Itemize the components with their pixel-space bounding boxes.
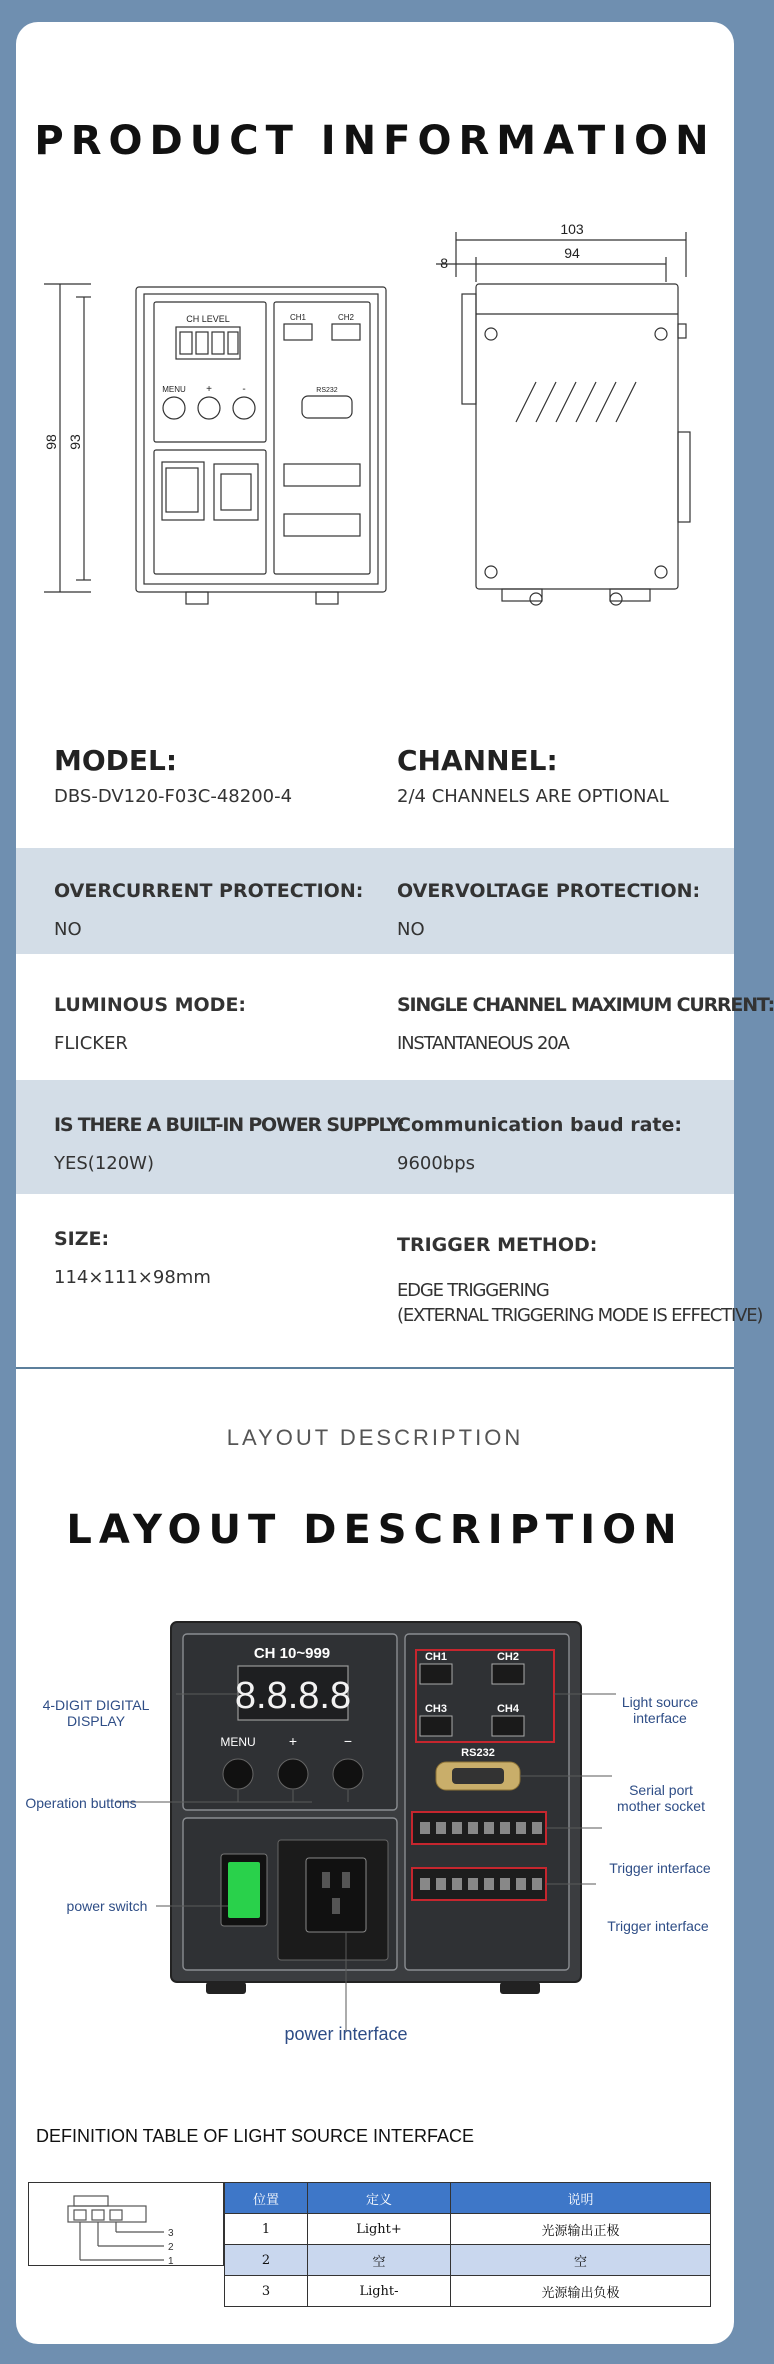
- table-row: [225, 2214, 711, 2245]
- front-minus: -: [242, 384, 246, 395]
- front-ch1: CH1: [289, 313, 307, 322]
- dim-93: 93: [67, 434, 83, 450]
- device-rs232: RS232: [461, 1747, 495, 1759]
- device-ch4: CH4: [496, 1703, 520, 1715]
- annotation-light-source: Light source interface: [621, 1694, 699, 1726]
- front-ch2: CH2: [337, 313, 355, 322]
- device-ch1: CH1: [424, 1651, 448, 1663]
- table-cell: Light-: [308, 2276, 451, 2307]
- section-divider: [16, 1367, 734, 1369]
- table-row: [225, 2276, 711, 2307]
- max-current-label: SINGLE CHANNEL MAXIMUM CURRENT:: [397, 994, 774, 1016]
- device-display: 8.8.8.8: [234, 1675, 352, 1717]
- menu-button: [223, 1759, 253, 1789]
- header-definition: 定义: [308, 2183, 451, 2214]
- annotation-power-interface: power interface: [284, 2024, 408, 2044]
- overcurrent-value: NO: [54, 919, 82, 940]
- annotation-digital-display: 4-DIGIT DIGITAL DISPLAY: [42, 1697, 150, 1729]
- definition-title: DEFINITION TABLE OF LIGHT SOURCE INTERFACE: [36, 2126, 475, 2146]
- header-position: 位置: [225, 2183, 308, 2214]
- front-rs232: RS232: [316, 387, 338, 394]
- page-title: PRODUCT INFORMATION: [34, 118, 716, 164]
- baud-value: 9600bps: [397, 1153, 476, 1174]
- spec-band-2: [16, 1080, 734, 1194]
- overvoltage-label: OVERVOLTAGE PROTECTION:: [397, 880, 701, 902]
- trigger-value: EDGE TRIGGERING: [397, 1280, 549, 1301]
- front-ch-level: CH LEVEL: [186, 314, 230, 324]
- pin-label-3: 3: [168, 2228, 174, 2239]
- table-cell: 空: [451, 2245, 711, 2276]
- baud-label: Communication baud rate:: [397, 1114, 682, 1136]
- connector-icon: [28, 2182, 224, 2266]
- header-description: 说明: [451, 2183, 711, 2214]
- max-current-value: INSTANTANEOUS 20A: [397, 1033, 569, 1054]
- channel-label: CHANNEL:: [397, 744, 558, 777]
- size-value: 114×111×98mm: [54, 1267, 211, 1288]
- definition-table: [224, 2182, 711, 2307]
- dim-94: 94: [564, 245, 580, 261]
- table-cell: 1: [225, 2214, 308, 2245]
- overcurrent-label: OVERCURRENT PROTECTION:: [54, 880, 364, 902]
- device-ch3: CH3: [424, 1703, 448, 1715]
- pin-label-1: 1: [168, 2256, 174, 2267]
- layout-subtitle: LAYOUT DESCRIPTION: [226, 1425, 524, 1450]
- overvoltage-value: NO: [397, 919, 425, 940]
- luminous-label: LUMINOUS MODE:: [54, 994, 247, 1016]
- power-supply-label: IS THERE A BUILT-IN POWER SUPPLY:: [54, 1114, 404, 1136]
- trigger-note: (EXTERNAL TRIGGERING MODE IS EFFECTIVE): [397, 1305, 763, 1326]
- device-ch2: CH2: [496, 1651, 520, 1663]
- annotation-operation-buttons: Operation buttons: [25, 1795, 137, 1811]
- table-cell: 光源输出正极: [451, 2214, 711, 2245]
- table-header-row: [225, 2183, 711, 2214]
- power-switch-icon: [228, 1862, 260, 1918]
- size-label: SIZE:: [54, 1228, 110, 1250]
- device-minus-label: −: [343, 1733, 353, 1749]
- model-value: DBS-DV120-F03C-48200-4: [54, 786, 293, 807]
- device-menu-label: MENU: [220, 1735, 256, 1749]
- annotation-trigger-1: Trigger interface: [609, 1860, 711, 1876]
- plus-button: [278, 1759, 308, 1789]
- front-menu: MENU: [162, 385, 186, 394]
- device-layout-diagram: [16, 1622, 734, 2052]
- table-cell: Light+: [308, 2214, 451, 2245]
- device-plus-label: +: [288, 1733, 298, 1749]
- channel-value: 2/4 CHANNELS ARE OPTIONAL: [397, 786, 669, 807]
- table-cell: 光源输出负极: [451, 2276, 711, 2307]
- luminous-value: FLICKER: [54, 1033, 128, 1054]
- table-cell: 空: [308, 2245, 451, 2276]
- annotation-serial-port: Serial port mother socket: [617, 1782, 705, 1814]
- front-plus: +: [206, 384, 212, 395]
- dim-98: 98: [43, 434, 59, 450]
- model-label: MODEL:: [54, 744, 178, 777]
- power-supply-value: YES(120W): [54, 1153, 154, 1174]
- annotation-power-switch: power switch: [66, 1898, 148, 1914]
- device-ch-range: CH 10~999: [253, 1645, 331, 1662]
- dim-103: 103: [560, 221, 584, 237]
- dimension-drawing: [16, 202, 734, 622]
- annotation-trigger-2: Trigger interface: [607, 1918, 709, 1934]
- pin-label-2: 2: [168, 2242, 174, 2253]
- layout-title: LAYOUT DESCRIPTION: [66, 1507, 684, 1553]
- table-cell: 3: [225, 2276, 308, 2307]
- table-cell: 2: [225, 2245, 308, 2276]
- minus-button: [333, 1759, 363, 1789]
- product-info-card: [16, 22, 774, 2344]
- dim-8: 8: [440, 255, 448, 271]
- table-row: [225, 2245, 711, 2276]
- trigger-label: TRIGGER METHOD:: [397, 1234, 598, 1256]
